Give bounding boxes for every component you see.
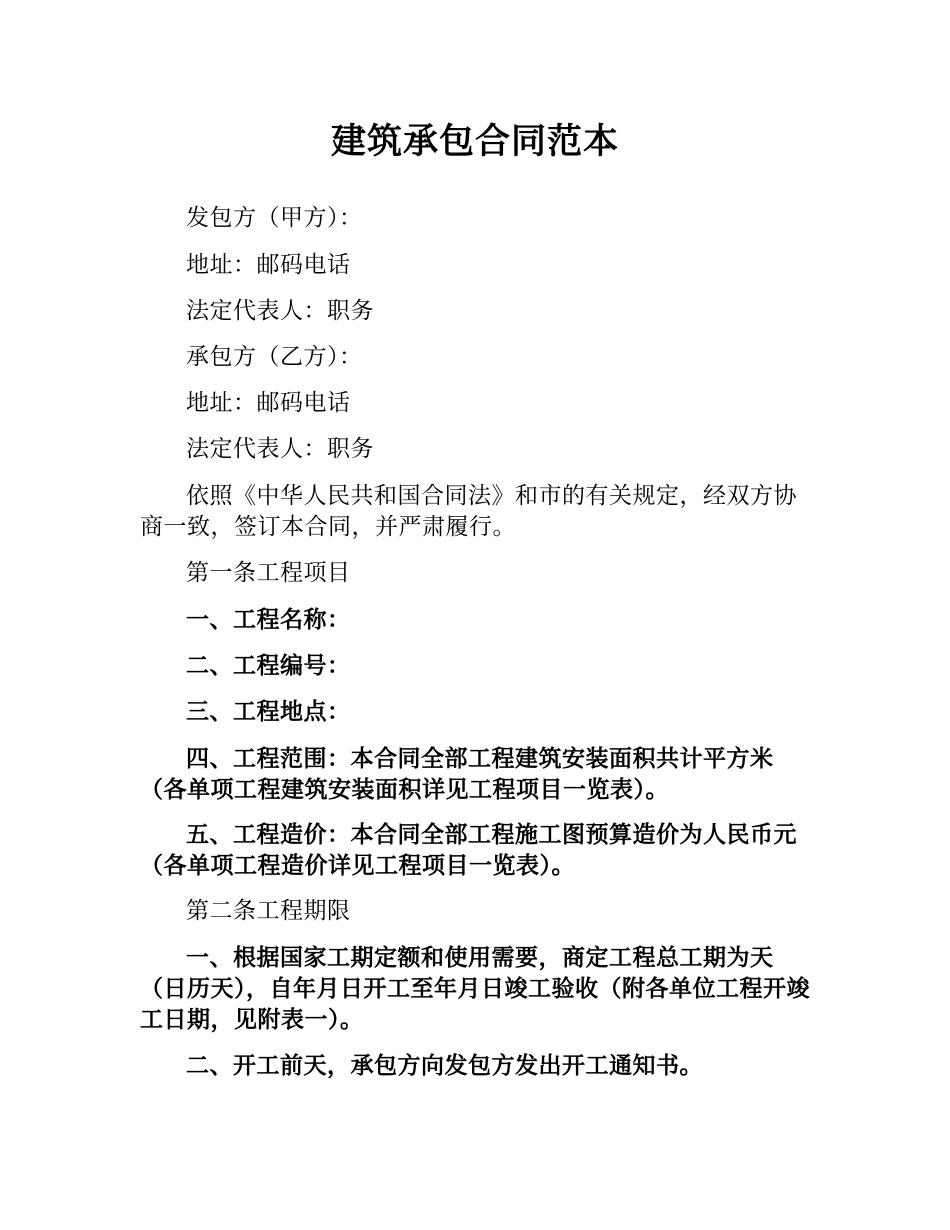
article-one-heading: 第一条工程项目	[186, 560, 351, 586]
party-a-address: 地址：邮码电话	[186, 252, 351, 278]
party-b-label: 承包方（乙方）：	[186, 344, 363, 370]
party-b-representative: 法定代表人：职务	[186, 436, 374, 462]
party-a-representative: 法定代表人：职务	[186, 298, 374, 324]
project-cost-item: 五、工程造价：本合同全部工程施工图预算造价为人民币元（各单项工程造价详见工程项目一览表）。	[140, 821, 797, 879]
preamble-paragraph: 依照《中华人民共和国合同法》和市的有关规定，经双方协商一致，签订本合同，并严肃履行。	[140, 483, 797, 540]
article-two-heading: 第二条工程期限	[186, 898, 351, 924]
start-notice-item: 二、开工前天，承包方向发包方发出开工通知书。	[186, 1052, 703, 1079]
project-location-item: 三、工程地点：	[186, 698, 351, 725]
party-a-label: 发包方（甲方）：	[186, 205, 363, 231]
project-number-item: 二、工程编号：	[186, 652, 351, 679]
project-duration-item: 一、根据国家工期定额和使用需要，商定工程总工期为天（日历天），自年月日开工至年月日竣工验收（附各单位工程开竣工日期，见附表一）。	[140, 944, 810, 1033]
project-scope-item: 四、工程范围：本合同全部工程建筑安装面积共计平方米（各单项工程建筑安装面积详见工程项目一览表）。	[140, 745, 774, 803]
party-b-address: 地址：邮码电话	[186, 390, 351, 416]
project-name-item: 一、工程名称：	[186, 606, 351, 633]
document-title: 建筑承包合同范本	[330, 122, 619, 162]
